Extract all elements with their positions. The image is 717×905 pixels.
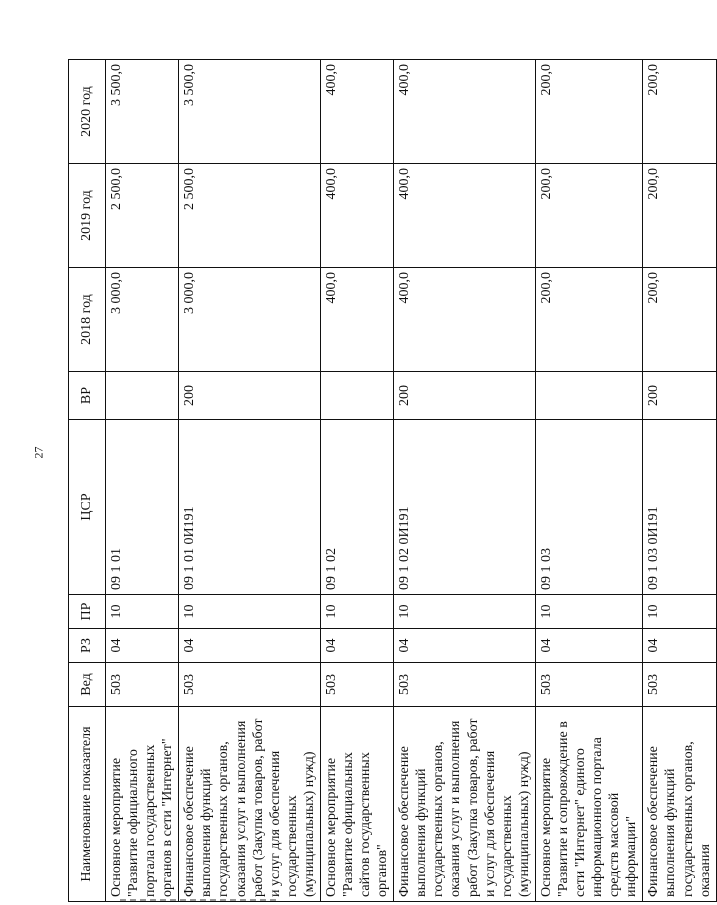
row-pr: 10 xyxy=(320,595,393,629)
col-header-2018: 2018 год xyxy=(69,268,106,372)
row-rz: 04 xyxy=(394,629,536,663)
table-row xyxy=(643,60,716,902)
row-ved: 503 xyxy=(394,663,536,707)
row-name: Основное мероприятие "Развитие и сопровождение в сети "Интернет" единого информационного портала средств массовой информации" xyxy=(535,707,642,902)
row-name: Финансовое обеспечение выполнения функций государственных органов, оказания xyxy=(643,707,716,902)
row-name: Основное мероприятие "Развитие официального портала государственных органов в сети "Интернет" xyxy=(106,707,179,902)
row-2019: 2 500,0 xyxy=(106,164,179,268)
row-2018: 400,0 xyxy=(394,268,536,372)
col-header-csr: ЦСР xyxy=(69,420,106,595)
col-header-2019: 2019 год xyxy=(69,164,106,268)
row-2020: 400,0 xyxy=(394,60,536,164)
row-ved: 503 xyxy=(535,663,642,707)
row-vr: 200 xyxy=(179,372,321,420)
row-name: Финансовое обеспечение выполнения функций государственных органов, оказания услуг и выполнения работ (Закупка товаров, работ и услуг для обеспечения государственных (муниципальных) нужд) xyxy=(394,707,536,902)
row-csr: 09 1 02 0И191 xyxy=(394,420,536,595)
col-header-2020: 2020 год xyxy=(69,60,106,164)
row-2019: 2 500,0 xyxy=(179,164,321,268)
row-2019: 200,0 xyxy=(535,164,642,268)
row-rz: 04 xyxy=(643,629,716,663)
row-2020: 200,0 xyxy=(643,60,716,164)
row-vr xyxy=(106,372,179,420)
row-pr: 10 xyxy=(106,595,179,629)
col-header-ved: Вед xyxy=(69,663,106,707)
col-header-rz: РЗ xyxy=(69,629,106,663)
table-row xyxy=(179,60,321,902)
row-vr xyxy=(320,372,393,420)
row-pr: 10 xyxy=(535,595,642,629)
header-row xyxy=(69,60,106,902)
row-rz: 04 xyxy=(535,629,642,663)
row-2018: 3 000,0 xyxy=(106,268,179,372)
row-2020: 400,0 xyxy=(320,60,393,164)
row-2018: 400,0 xyxy=(320,268,393,372)
budget-table xyxy=(68,59,717,902)
row-ved: 503 xyxy=(320,663,393,707)
row-csr: 09 1 03 0И191 xyxy=(643,420,716,595)
table-row xyxy=(106,60,179,902)
row-vr: 200 xyxy=(643,372,716,420)
table-row xyxy=(535,60,642,902)
row-2020: 3 500,0 xyxy=(106,60,179,164)
table-row xyxy=(394,60,536,902)
row-rz: 04 xyxy=(106,629,179,663)
row-ved: 503 xyxy=(179,663,321,707)
row-name: Финансовое обеспечение выполнения функций государственных органов, оказания услуг и выполнения работ (Закупка товаров, работ и услуг для обеспечения государственных (муниципальных) нужд) xyxy=(179,707,321,902)
row-vr: 200 xyxy=(394,372,536,420)
row-ved: 503 xyxy=(643,663,716,707)
row-2018: 200,0 xyxy=(643,268,716,372)
row-csr: 09 1 03 xyxy=(535,420,642,595)
row-csr: 09 1 01 0И191 xyxy=(179,420,321,595)
page-number: 27 xyxy=(31,446,46,459)
row-2020: 200,0 xyxy=(535,60,642,164)
row-pr: 10 xyxy=(179,595,321,629)
col-header-pr: ПР xyxy=(69,595,106,629)
row-vr xyxy=(535,372,642,420)
table-row xyxy=(320,60,393,902)
row-2019: 400,0 xyxy=(394,164,536,268)
row-rz: 04 xyxy=(320,629,393,663)
row-rz: 04 xyxy=(179,629,321,663)
scan-edge-artifact xyxy=(120,899,280,901)
row-2020: 3 500,0 xyxy=(179,60,321,164)
row-2019: 200,0 xyxy=(643,164,716,268)
row-2018: 3 000,0 xyxy=(179,268,321,372)
rotated-page xyxy=(68,60,713,902)
row-name: Основное мероприятие "Развитие официальных сайтов государственных органов" xyxy=(320,707,393,902)
row-csr: 09 1 01 xyxy=(106,420,179,595)
row-ved: 503 xyxy=(106,663,179,707)
col-header-name: Наименование показателя xyxy=(69,707,106,902)
row-csr: 09 1 02 xyxy=(320,420,393,595)
row-2019: 400,0 xyxy=(320,164,393,268)
row-pr: 10 xyxy=(394,595,536,629)
row-pr: 10 xyxy=(643,595,716,629)
row-2018: 200,0 xyxy=(535,268,642,372)
col-header-vr: ВР xyxy=(69,372,106,420)
